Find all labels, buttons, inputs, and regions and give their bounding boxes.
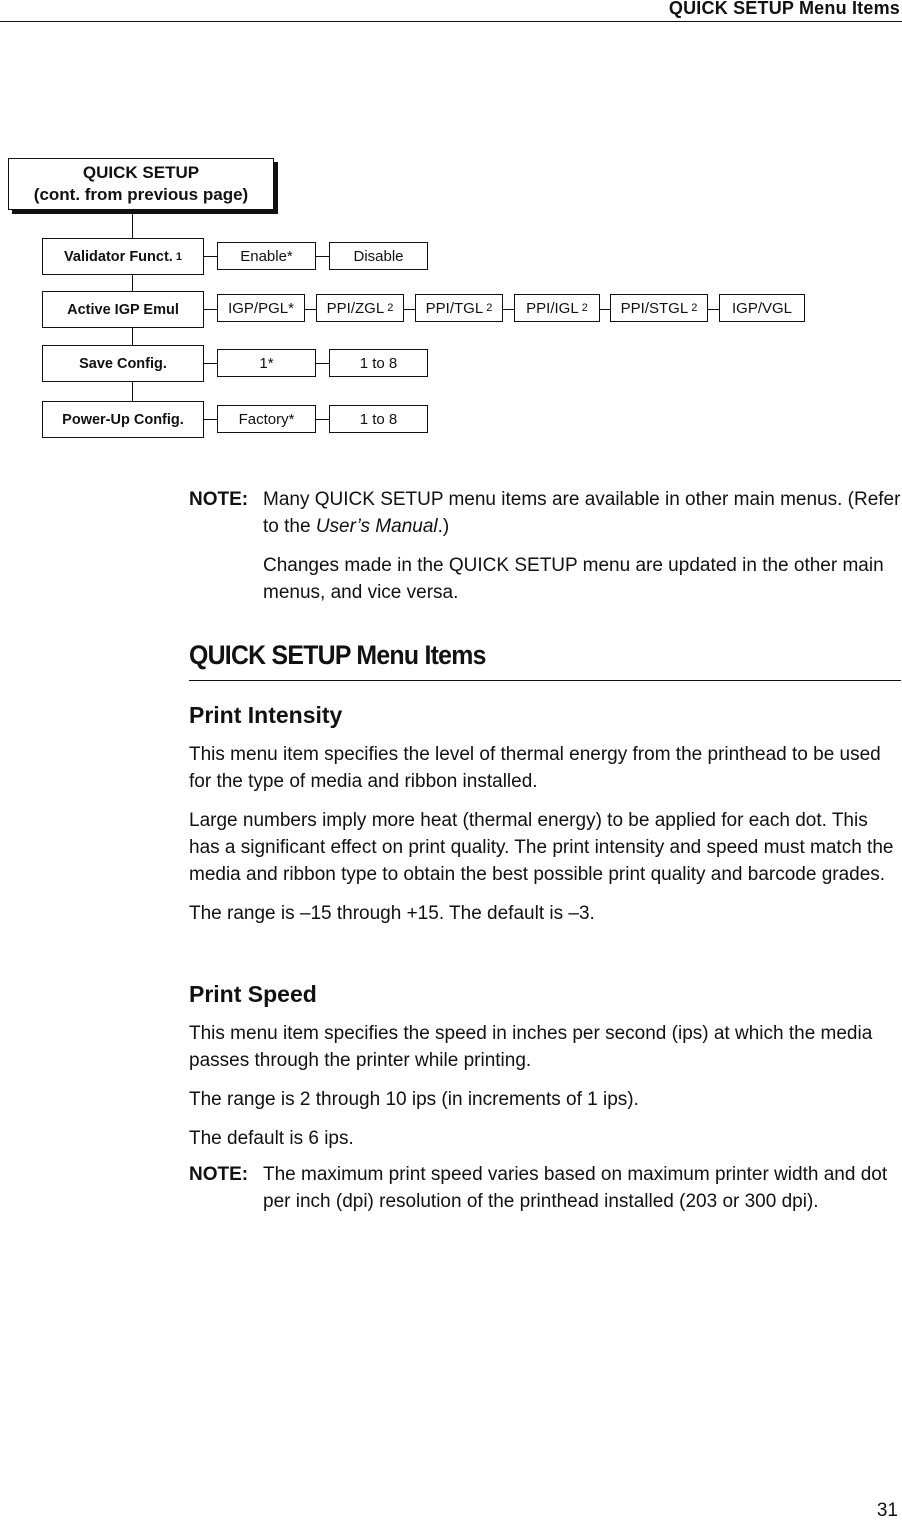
paragraph: The default is 6 ips.: [189, 1128, 354, 1149]
option-label: 1 to 8: [359, 410, 398, 428]
option-label: PPI/IGL: [526, 299, 579, 317]
paragraph: The range is –15 through +15. The default is –3.: [189, 903, 595, 924]
option-label: PPI/ZGL: [326, 299, 385, 317]
menu-item-active-igp-emul: [42, 291, 204, 328]
menu-item-power-up-config: [42, 401, 204, 438]
option-label: Factory*: [238, 410, 295, 428]
section-rule: [189, 680, 901, 681]
header-rule: [0, 21, 902, 22]
option-ppi-igl: PPI/IGL 2: [514, 294, 600, 322]
connector: [204, 309, 217, 310]
page-header-title: QUICK SETUP Menu Items: [668, 0, 900, 18]
option-label: PPI/STGL: [620, 299, 689, 317]
section-title: QUICK SETUP Menu Items: [189, 640, 486, 670]
manual-reference: User’s Manual: [315, 516, 438, 537]
print-intensity-body: [189, 741, 901, 927]
note-block: [189, 486, 901, 606]
option-igp-pgl: [217, 294, 305, 322]
option-ppi-zgl: PPI/ZGL 2: [316, 294, 404, 322]
option-label: Enable*: [240, 247, 293, 265]
note-label: NOTE:: [189, 489, 249, 510]
connector: [404, 309, 415, 310]
menu-label: Validator Funct.: [64, 248, 173, 265]
option-save-range: [329, 349, 428, 377]
connector: [316, 363, 329, 364]
root-menu-box: [8, 158, 274, 210]
note-text: .): [437, 516, 450, 537]
note-body: [263, 486, 901, 606]
menu-item-validator-funct: Validator Funct. 1: [42, 238, 204, 275]
paragraph: The range is 2 through 10 ips (in increments of 1 ips).: [189, 1089, 639, 1110]
option-power-up-range: [329, 405, 428, 433]
connector: [600, 309, 610, 310]
menu-tree-diagram: [0, 150, 902, 450]
menu-label: Power-Up Config.: [62, 411, 184, 428]
option-ppi-stgl: PPI/STGL 2: [610, 294, 708, 322]
option-label: PPI/TGL: [425, 299, 484, 317]
connector: [316, 256, 329, 257]
option-label: IGP/VGL: [731, 299, 793, 317]
option-igp-vgl: [719, 294, 805, 322]
connector: [204, 363, 217, 364]
option-label: 1*: [259, 354, 274, 372]
print-speed-body: [189, 1020, 901, 1152]
note-label: NOTE:: [189, 1164, 249, 1185]
menu-item-save-config: [42, 345, 204, 382]
connector: [316, 419, 329, 420]
connector: [708, 309, 719, 310]
option-enable: [217, 242, 316, 270]
paragraph: This menu item specifies the level of thermal energy from the printhead to be used for the type of media and ribbon installed.: [189, 744, 881, 792]
option-label: 1 to 8: [359, 354, 398, 372]
option-factory: [217, 405, 316, 433]
page-number: 31: [876, 1500, 898, 1521]
menu-label: Active IGP Emul: [67, 301, 179, 318]
paragraph: This menu item specifies the speed in inches per second (ips) at which the media passes through the printer while printing.: [189, 1023, 873, 1071]
print-intensity-heading: Print Intensity: [189, 702, 343, 728]
note-block: [189, 1161, 901, 1215]
root-menu-line1: QUICK SETUP: [82, 163, 200, 182]
connector: [305, 309, 316, 310]
note-body: [263, 1161, 901, 1215]
option-label: Disable: [353, 247, 404, 265]
root-menu-line2: (cont. from previous page): [33, 185, 249, 204]
option-ppi-tgl: PPI/TGL 2: [415, 294, 503, 322]
option-label: IGP/PGL*: [228, 299, 294, 317]
paragraph: Large numbers imply more heat (thermal energy) to be applied for each dot. This has a significant effect on print quality. The print intensity and speed must match the media and ribbon type to obtain the best possible print quality and barcode grades.: [189, 810, 894, 885]
note-text: Many QUICK SETUP menu items are available in other main menus. (Refer to the: [263, 489, 901, 537]
connector: [204, 419, 217, 420]
menu-label: Save Config.: [79, 355, 167, 372]
note-paragraph: The maximum print speed varies based on maximum printer width and dot per inch (dpi) resolution of the printhead installed (203 or 300 dpi).: [263, 1164, 888, 1212]
print-speed-heading: Print Speed: [189, 981, 317, 1007]
option-save-default: [217, 349, 316, 377]
connector: [503, 309, 514, 310]
option-disable: [329, 242, 428, 270]
note-paragraph: Changes made in the QUICK SETUP menu are updated in the other main menus, and vice versa.: [263, 555, 884, 603]
connector: [204, 256, 217, 257]
note-paragraph: [263, 486, 901, 540]
